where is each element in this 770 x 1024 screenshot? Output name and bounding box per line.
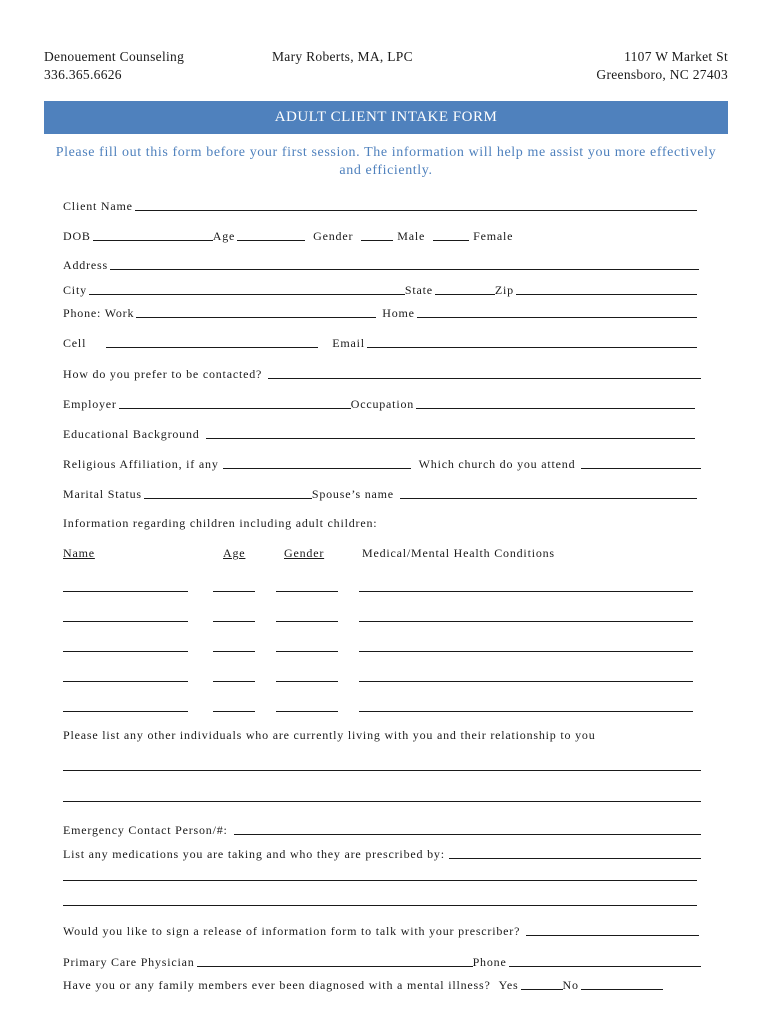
phone-work-field[interactable] [136,317,376,318]
child-conditions-field[interactable] [359,591,693,592]
city-label: City [63,283,87,297]
child-age-field[interactable] [213,681,255,682]
cell-label: Cell [63,336,87,350]
release-field[interactable] [526,935,699,936]
gender-label: Gender [313,229,354,243]
address-info [596,48,728,84]
cell-field[interactable] [106,347,318,348]
female-checkbox-line[interactable] [433,240,469,241]
city-row [63,282,697,298]
child-age-field[interactable] [213,651,255,652]
male-label: Male [397,229,426,243]
child-conditions-field[interactable] [359,681,693,682]
others-field-2[interactable] [63,801,701,802]
marital-field[interactable] [144,498,312,499]
org-phone: 336.365.6626 [44,67,122,82]
age-label: Age [212,229,236,243]
form-title: ADULT CLIENT INTAKE FORM [274,109,498,125]
church-field[interactable] [581,468,701,469]
address-line-2: Greensboro, NC 27403 [596,67,728,82]
org-name: Denouement Counseling [44,49,185,64]
occupation-field[interactable] [416,408,695,409]
mental-illness-label: Have you or any family members ever been diagnosed with a mental illness? [63,978,491,992]
form-title-banner [44,101,728,134]
client-name-label: Client Name [63,199,133,213]
children-col-conditions: Medical/Mental Health Conditions [362,546,555,560]
counselor-name: Mary Roberts, MA, LPC [272,49,413,64]
mental-illness-yes-label: Yes [498,978,519,992]
others-prompt: Please list any other individuals who are currently living with you and their relationship to you [63,728,596,742]
email-field[interactable] [367,347,697,348]
medications-label: List any medications you are taking and who they are prescribed by: [63,847,445,861]
address-line-1: 1107 W Market St [624,49,728,64]
client-name-row [63,198,697,214]
release-row [63,923,699,939]
email-label: Email [332,336,365,350]
child-age-field[interactable] [213,621,255,622]
others-field-1[interactable] [63,770,701,771]
contact-pref-row [63,366,701,382]
dob-field[interactable] [93,240,213,241]
church-label: Which church do you attend [418,457,576,471]
mental-illness-no-label: No [562,978,579,992]
state-field[interactable] [435,294,495,295]
child-name-field[interactable] [63,621,188,622]
employer-row [63,396,695,412]
education-label: Educational Background [63,427,200,441]
child-gender-field[interactable] [276,651,338,652]
male-checkbox-line[interactable] [361,240,393,241]
religious-label: Religious Affiliation, if any [63,457,219,471]
medications-row [63,846,701,862]
city-field[interactable] [89,294,405,295]
pcp-phone-field[interactable] [509,966,701,967]
child-gender-field[interactable] [276,681,338,682]
medications-field-2[interactable] [63,880,697,881]
children-col-age: Age [223,546,246,560]
contact-pref-field[interactable] [268,378,701,379]
pcp-label: Primary Care Physician [63,955,195,969]
cell-row [63,335,697,351]
employer-label: Employer [63,397,117,411]
religious-row [63,456,701,472]
pcp-phone-label: Phone [472,955,507,969]
spouse-field[interactable] [400,498,697,499]
occupation-label: Occupation [350,397,415,411]
child-gender-field[interactable] [276,591,338,592]
emergency-row [63,822,701,838]
age-field[interactable] [237,240,305,241]
org-info [44,48,184,84]
state-label: State [404,283,433,297]
child-name-field[interactable] [63,651,188,652]
marital-row [63,486,697,502]
zip-label: Zip [494,283,514,297]
religious-field[interactable] [223,468,411,469]
child-conditions-field[interactable] [359,651,693,652]
education-field[interactable] [206,438,695,439]
child-name-field[interactable] [63,681,188,682]
child-conditions-field[interactable] [359,711,693,712]
child-gender-field[interactable] [276,621,338,622]
education-row [63,426,695,442]
medications-field-3[interactable] [63,905,697,906]
child-name-field[interactable] [63,591,188,592]
client-name-field[interactable] [135,210,697,211]
mental-illness-no-field[interactable] [581,989,663,990]
address-row [63,257,699,273]
dob-row [63,228,701,244]
mental-illness-row [63,977,663,993]
marital-label: Marital Status [63,487,142,501]
zip-field[interactable] [516,294,697,295]
children-intro: Information regarding children including adult children: [63,516,378,530]
release-label: Would you like to sign a release of information form to talk with your prescriber? [63,924,521,938]
emergency-field[interactable] [234,834,701,835]
emergency-label: Emergency Contact Person/#: [63,823,228,837]
child-age-field[interactable] [213,591,255,592]
mental-illness-yes-field[interactable] [521,989,563,990]
child-gender-field[interactable] [276,711,338,712]
pcp-field[interactable] [197,966,473,967]
children-col-name: Name [63,546,95,560]
child-conditions-field[interactable] [359,621,693,622]
children-col-gender: Gender [284,546,325,560]
home-phone-field[interactable] [417,317,697,318]
counselor-info [272,48,413,66]
spouse-label: Spouse’s name [311,487,394,501]
address-label: Address [63,258,108,272]
pcp-row [63,954,701,970]
contact-pref-label: How do you prefer to be contacted? [63,367,263,381]
medications-field[interactable] [449,858,701,859]
phone-work-label: Phone: Work [63,306,135,320]
employer-field[interactable] [119,408,351,409]
child-name-field[interactable] [63,711,188,712]
address-field[interactable] [110,269,699,270]
home-phone-label: Home [382,306,415,320]
female-label: Female [473,229,514,243]
intro-text: Please fill out this form before your first session. The information will help me assist you more effectively and efficiently. [55,145,717,178]
phone-row [63,305,697,321]
dob-label: DOB [63,229,91,243]
child-age-field[interactable] [213,711,255,712]
